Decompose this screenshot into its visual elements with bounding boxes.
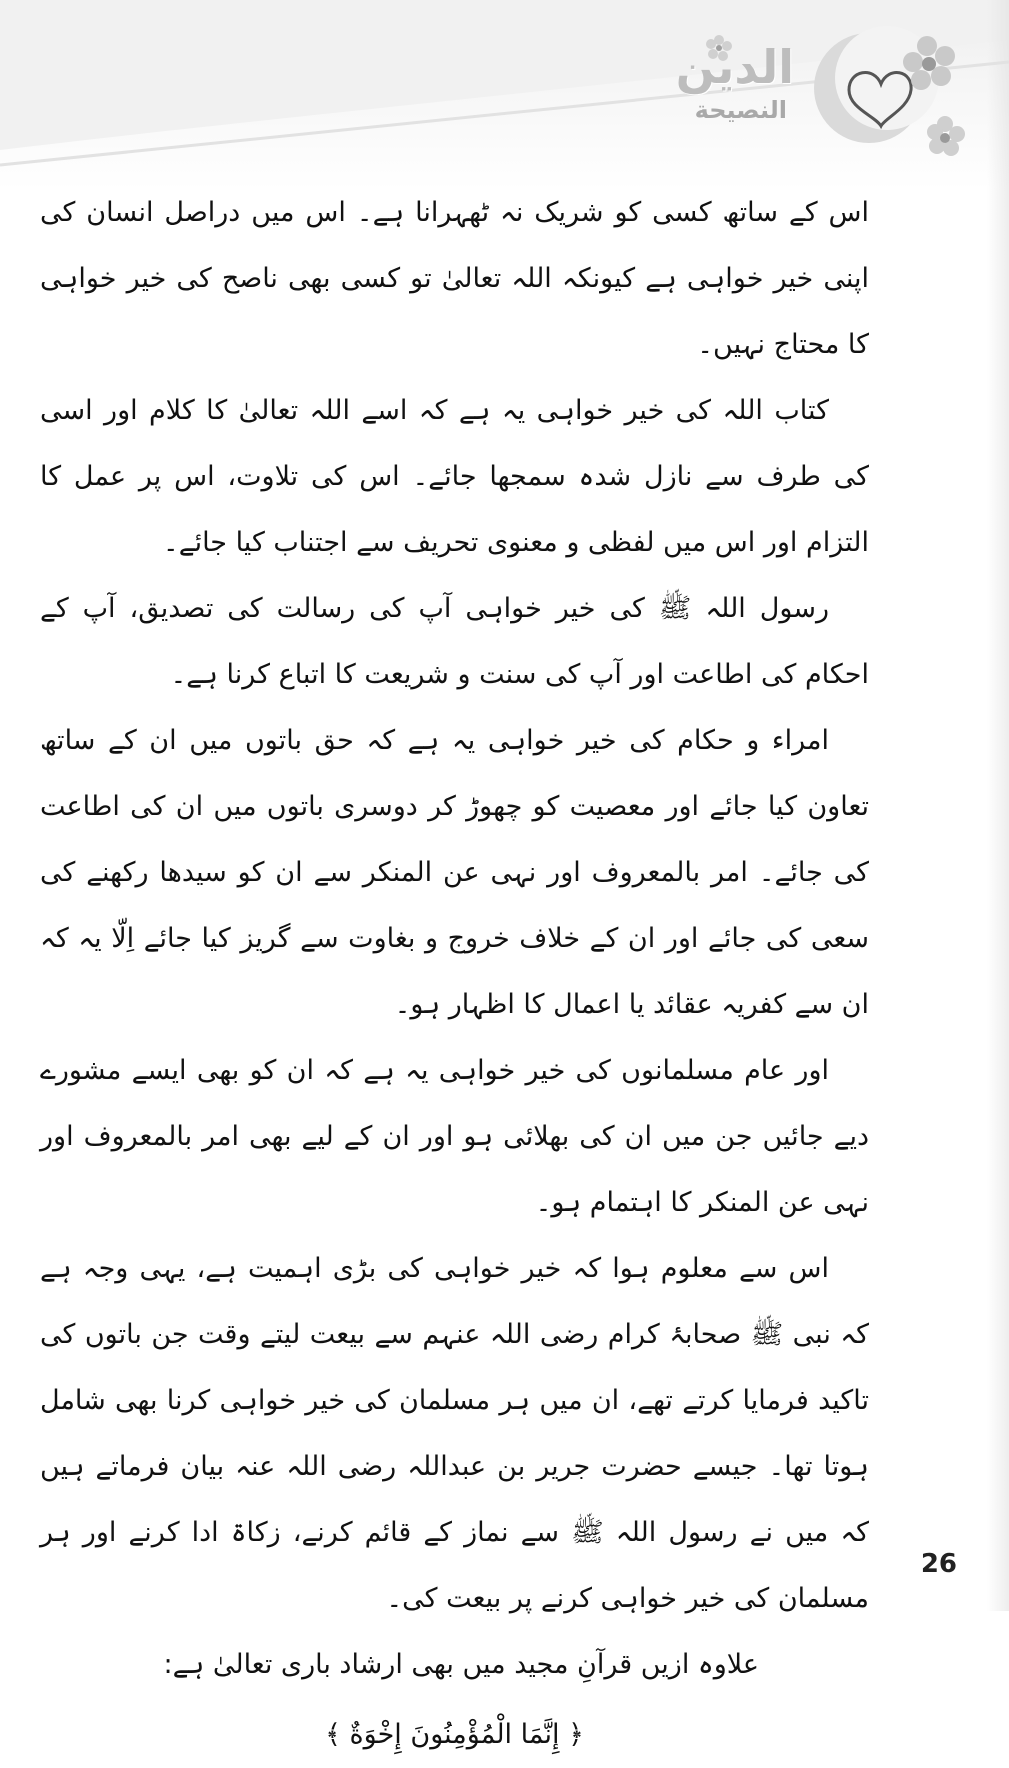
header-logo xyxy=(675,18,969,168)
paragraph: اس سے معلوم ہوا کہ خیر خواہی کی بڑی اہمیت ہے، یہی وجہ ہے کہ نبی ﷺ صحابۂ کرام رضی اللہ عنہم سے بیعت لیتے وقت جن باتوں کی تاکید فرمایا کرتے تھے، ان میں ہر مسلمان کی خیر خواہی کرنا بھی شامل ہوتا تھا۔ جیسے حضرت جریر بن عبداللہ رضی اللہ عنہ بیان فرماتے ہیں کہ میں نے رسول اللہ ﷺ سے نماز کے قائم کرنے، زکاۃ ادا کرنے اور ہر مسلمان کی خیر خواہی کرنے پر بیعت کی۔ xyxy=(40,1253,869,1614)
paragraph: اور عام مسلمانوں کی خیر خواہی یہ ہے کہ ان کو بھی ایسے مشورے دیے جائیں جن میں ان کی بھلائی ہو اور ان کے لیے بھی امر بالمعروف اور نہی عن المنکر کا اہتمام ہو۔ xyxy=(40,1055,869,1218)
paragraph: رسول اللہ ﷺ کی خیر خواہی آپ کی رسالت کی تصدیق، آپ کے احکام کی اطاعت اور آپ کی سنت و شریعت کا اتباع کرنا ہے۔ xyxy=(40,593,869,690)
article-body xyxy=(40,180,869,1768)
page-edge-shadow xyxy=(987,0,1009,1611)
logo-subtitle: النصیحة xyxy=(694,96,787,124)
paragraph: اس کے ساتھ کسی کو شریک نہ ٹھہرانا ہے۔ اس میں دراصل انسان کی اپنی خیر خواہی ہے کیونکہ اللہ تعالیٰ تو کسی بھی ناصح کی خیر خواہی کا محتاج نہیں۔ xyxy=(40,197,869,360)
paragraph: کتاب اللہ کی خیر خواہی یہ ہے کہ اسے اللہ تعالیٰ کا کلام اور اسی کی طرف سے نازل شدہ سمجھا جائے۔ اس کی تلاوت، اس پر عمل کا التزام اور اس میں لفظی و معنوی تحریف سے اجتناب کیا جائے۔ xyxy=(40,395,869,558)
paragraph: علاوہ ازیں قرآنِ مجید میں بھی ارشاد باری تعالیٰ ہے: xyxy=(163,1649,759,1680)
logo-title: الدین xyxy=(675,40,794,94)
quran-verse: ﴿ إِنَّمَا الْمُؤْمِنُونَ إِخْوَةٌ ﴾ xyxy=(325,1719,584,1750)
page-number: 26 xyxy=(920,1549,957,1579)
paragraph: امراء و حکام کی خیر خواہی یہ ہے کہ حق باتوں میں ان کے ساتھ تعاون کیا جائے اور معصیت کو چھوڑ کر دوسری باتوں میں ان کی اطاعت کی جائے۔ امر بالمعروف اور نہی عن المنکر سے ان کو سیدھا رکھنے کی سعی کی جائے اور ان کے خلاف خروج و بغاوت سے گریز کیا جائے اِلّا یہ کہ ان سے کفریہ عقائد یا اعمال کا اظہار ہو۔ xyxy=(40,725,869,1020)
